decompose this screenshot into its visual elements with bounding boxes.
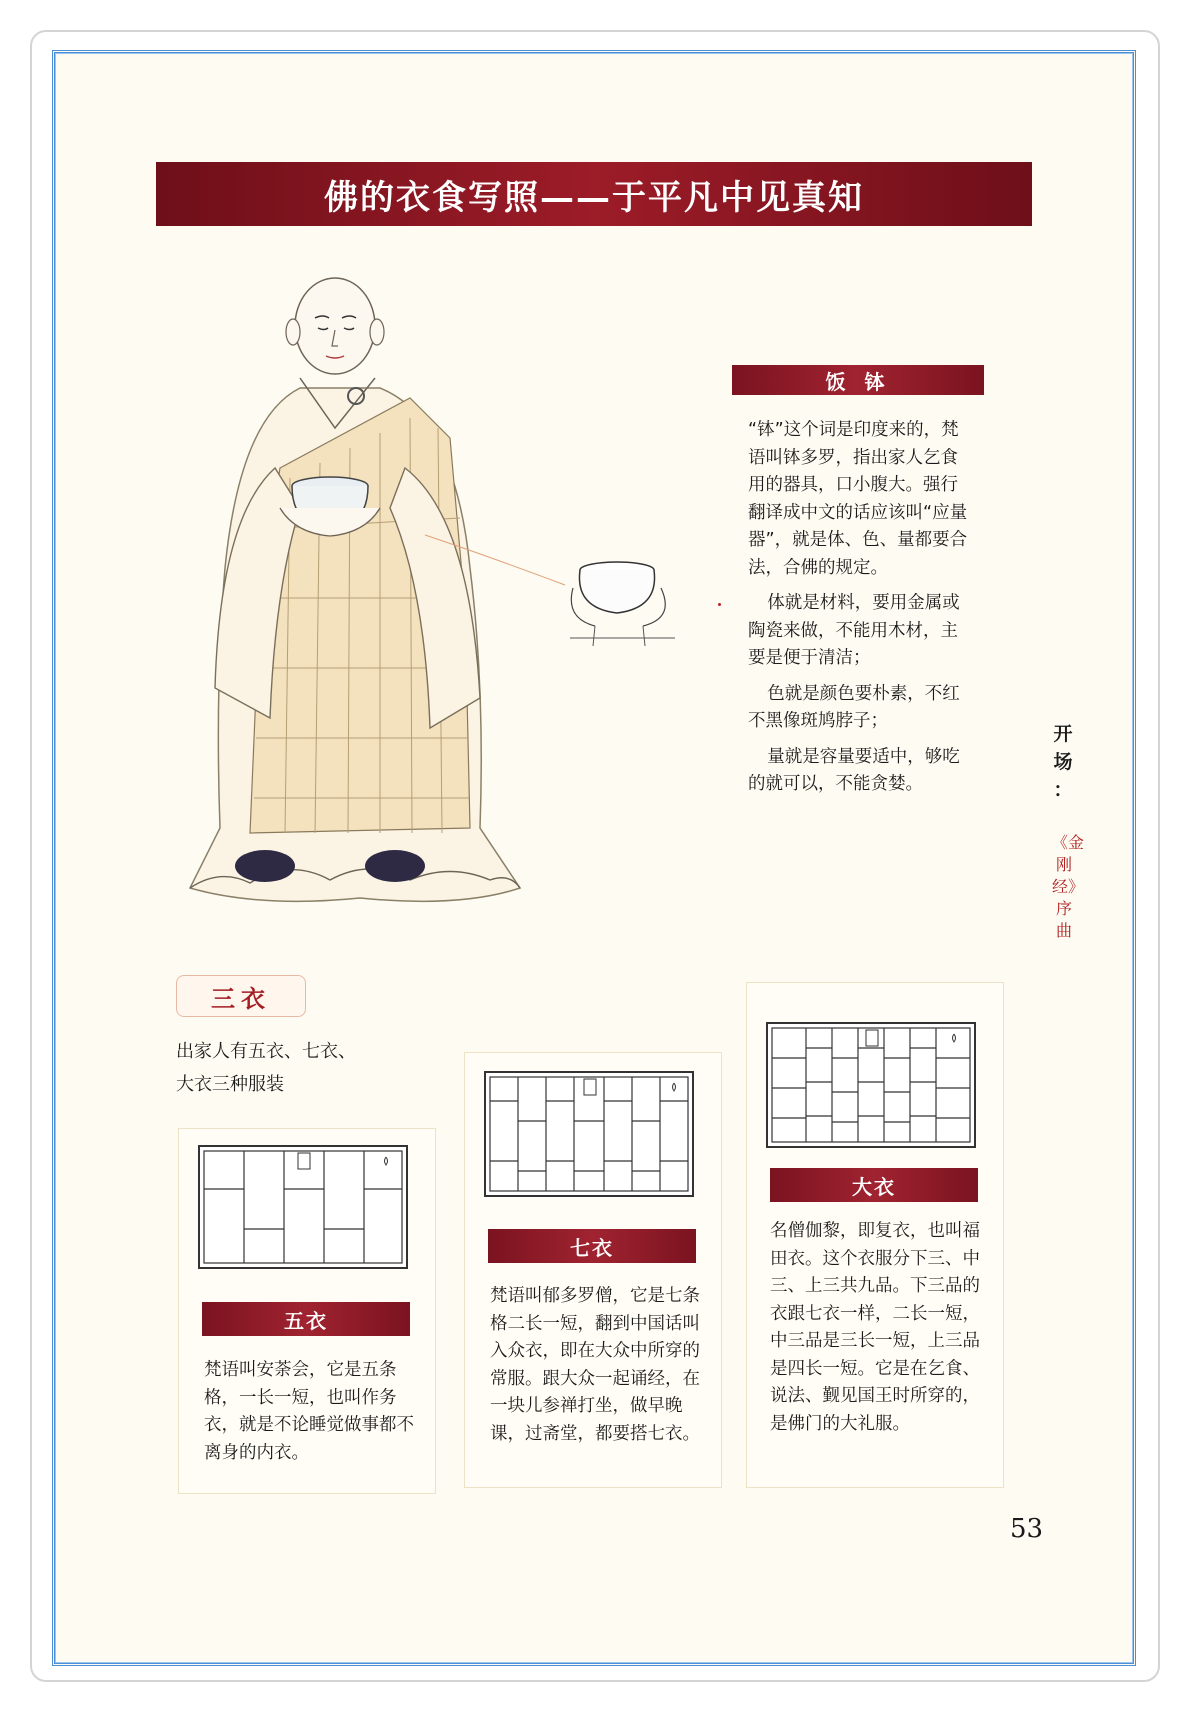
page-title: 佛的衣食写照——于平凡中见真知: [156, 162, 1032, 226]
robe-heading-large: 大衣: [770, 1168, 978, 1202]
bowl-closeup-illustration: [565, 548, 680, 648]
robe-text-five: 梵语叫安荼会，它是五条格，一长一短，也叫作务衣，就是不论睡觉做事都不离身的内衣。: [204, 1360, 414, 1463]
chapter-label-char: 开: [1053, 723, 1073, 745]
seven-robe-diagram: [484, 1071, 694, 1197]
monk-illustration: [180, 268, 540, 928]
bowl-paragraph: “钵”这个词是印度来的，梵语叫钵多罗，指出家人乞食用的器具，口小腹大。强行翻译成中文的话应该叫“应量器”，就是体、色、量都要合法，合佛的规定。: [748, 420, 968, 578]
page-number: 53: [1010, 1514, 1044, 1544]
large-robe-diagram: [766, 1022, 976, 1148]
chapter-subtitle: 《金刚经》序曲: [1052, 833, 1085, 940]
five-robe-diagram: [198, 1145, 408, 1269]
robe-heading-five: 五衣: [202, 1302, 410, 1336]
sanyi-intro-line: 大衣三种服装: [176, 1074, 284, 1095]
chapter-label-char: ：: [1053, 779, 1073, 801]
bowl-paragraph: 体就是材料，要用金属或陶瓷来做，不能用木材，主要是便于清洁；: [748, 593, 960, 668]
robe-text-seven: 梵语叫郁多罗僧，它是七条格二长一短，翻到中国话叫入众衣，即在大众中所穿的常服。跟大众一起诵经，在一块儿参禅打坐，做早晚课，过斋堂，都要搭七衣。: [490, 1286, 700, 1444]
sanyi-tag: 三衣: [176, 975, 306, 1017]
robe-text-large: 名僧伽黎，即复衣，也叫福田衣。这个衣服分下三、中三、上三共九品。下三品的衣跟七衣一样，二长一短，中三品是三长一短，上三品是四长一短。它是在乞食、说法、觐见国王时所穿的，是佛门的大礼服。: [770, 1221, 980, 1434]
bowl-paragraph: 色就是颜色要朴素，不红不黑像斑鸠脖子；: [748, 683, 960, 731]
red-dot: [718, 603, 721, 606]
bowl-paragraph: 量就是容量要适中，够吃的就可以，不能贪婪。: [748, 746, 960, 794]
chapter-label-char: 场: [1053, 751, 1073, 773]
pointer-line: [425, 535, 575, 595]
sanyi-intro-line: 出家人有五衣、七衣、: [176, 1041, 356, 1062]
bowl-text: [748, 417, 973, 807]
chapter-label: [1048, 720, 1078, 804]
robe-heading-seven: 七衣: [488, 1229, 696, 1263]
sanyi-intro: [176, 1035, 406, 1101]
bowl-heading: 饭 钵: [732, 365, 984, 395]
